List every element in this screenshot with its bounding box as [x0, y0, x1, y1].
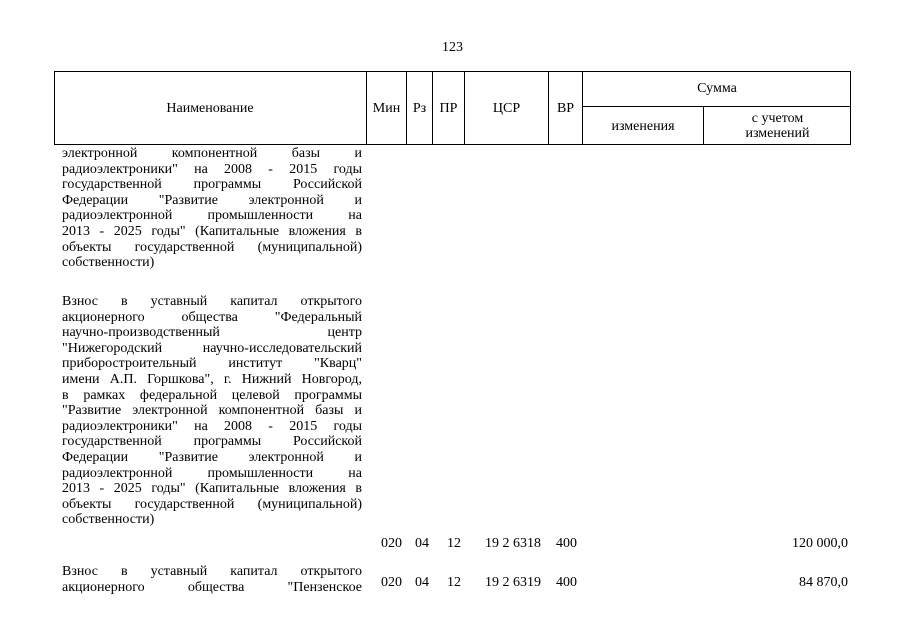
table-header — [54, 71, 851, 145]
text-line: радиоэлектронной промышленности на — [62, 208, 362, 224]
text-line: приборостроительный институт "Кварц" — [62, 356, 362, 372]
cell-pr: 12 — [447, 575, 461, 590]
text-line: акционерного общества "Пензенское — [62, 579, 362, 595]
text-line: 2013 - 2025 годы" (Капитальные вложения в — [62, 223, 362, 239]
table-row — [0, 575, 905, 591]
text-line: собственности) — [62, 512, 155, 528]
table-row — [0, 536, 905, 552]
header-with-changes: с учетом изменений — [703, 106, 851, 145]
cell-total: 84 870,0 — [799, 575, 848, 590]
header-rz: Рз — [406, 71, 432, 145]
text-line: государственной программы Российской — [62, 177, 362, 193]
cell-csr: 19 2 6318 — [485, 536, 541, 551]
text-line: Федерации "Развитие электронной и — [62, 192, 362, 208]
header-name: Наименование — [166, 100, 254, 116]
text-line: собственности) — [62, 255, 155, 271]
cell-vr: 400 — [556, 575, 577, 590]
text-line: Федерации "Развитие электронной и — [62, 449, 362, 465]
text-line: имени А.П. Горшкова", г. Нижний Новгород, — [62, 371, 362, 387]
cell-min: 020 — [381, 575, 402, 590]
text-line: научно-производственный центр — [62, 325, 362, 341]
text-line: 2013 - 2025 годы" (Капитальные вложения в — [62, 481, 362, 497]
page-number: 123 — [442, 40, 463, 55]
text-line: радиоэлектроники" на 2008 - 2015 годы — [62, 418, 362, 434]
text-line: Взнос в уставный капитал открытого — [62, 294, 362, 309]
header-summa: Сумма — [582, 71, 851, 106]
header-changes: изменения — [582, 106, 703, 145]
cell-vr: 400 — [556, 536, 577, 551]
text-line: радиоэлектроники" на 2008 - 2015 годы — [62, 161, 362, 177]
text-line: объекты государственной (муниципальной) — [62, 496, 362, 512]
paragraph-2 — [62, 294, 362, 528]
text-line: электронной компонентной базы и — [62, 146, 362, 161]
text-line: акционерного общества "Федеральный — [62, 309, 362, 325]
cell-rz: 04 — [415, 575, 429, 590]
cell-csr: 19 2 6319 — [485, 575, 541, 590]
header-csr: ЦСР — [464, 71, 548, 145]
text-line: радиоэлектронной промышленности на — [62, 465, 362, 481]
cell-min: 020 — [381, 536, 402, 551]
text-line: "Развитие электронной компонентной базы и — [62, 403, 362, 419]
cell-rz: 04 — [415, 536, 429, 551]
text-line: "Нижегородский научно-исследовательский — [62, 340, 362, 356]
text-line: государственной программы Российской — [62, 434, 362, 450]
header-vr: ВР — [548, 71, 582, 145]
cell-pr: 12 — [447, 536, 461, 551]
header-pr: ПР — [432, 71, 464, 145]
text-line: в рамках федеральной целевой программы — [62, 387, 362, 403]
text-line: объекты государственной (муниципальной) — [62, 239, 362, 255]
header-min: Мин — [366, 71, 406, 145]
cell-total: 120 000,0 — [792, 536, 848, 551]
text-line: Взнос в уставный капитал открытого — [62, 564, 362, 579]
paragraph-1 — [62, 146, 362, 271]
